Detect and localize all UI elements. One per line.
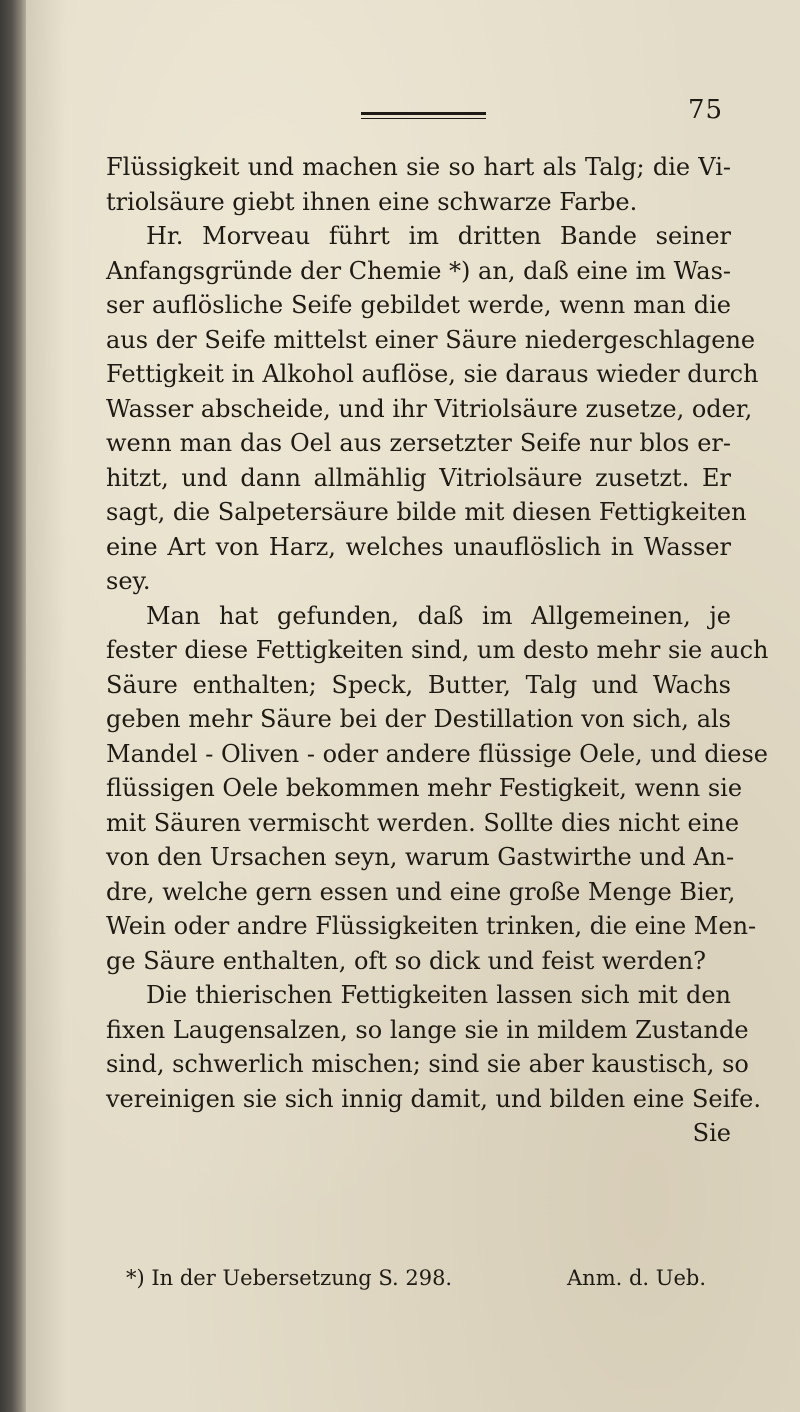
text-line: hitzt, und dann allmählig Vitriolsäure zusetzt. Er xyxy=(106,463,731,492)
text-line: Flüssigkeit und machen sie so hart als Talg; die Vi- xyxy=(106,153,731,181)
text-line: wenn man das Oel aus zersetzter Seife nur blos er- xyxy=(106,429,731,457)
header-rule xyxy=(361,112,486,115)
text-line: Hr. Morveau führt im dritten Bande seiner xyxy=(146,222,731,250)
text-line: Säure enthalten; Speck, Butter, Talg und Wachs xyxy=(106,670,731,699)
text-line: flüssigen Oele bekommen mehr Festigkeit, wenn sie xyxy=(106,774,743,802)
text-line: vereinigen sie sich innig damit, und bilden eine Seife. xyxy=(106,1084,761,1113)
text-line: sey. xyxy=(106,567,151,595)
body-text xyxy=(106,150,769,1151)
footnote-note: Anm. d. Ueb. xyxy=(567,1266,706,1290)
text-line: fixen Laugensalzen, so lange sie in mildem Zustande xyxy=(106,1015,749,1044)
text-line: triolsäure giebt ihnen eine schwarze Farbe. xyxy=(106,187,638,216)
text-line: Wasser abscheide, und ihr Vitriolsäure zusetze, oder, xyxy=(106,394,753,423)
text-line: aus der Seife mittelst einer Säure niedergeschlagene xyxy=(106,325,756,354)
footnote-text: *) In der Uebersetzung S. 298. xyxy=(126,1266,453,1290)
text-line: fester diese Fettigkeiten sind, um desto mehr sie auch xyxy=(106,636,769,664)
text-line: ser auflösliche Seife gebildet werde, wenn man die xyxy=(106,291,731,319)
text-line: Wein oder andre Flüssigkeiten trinken, die eine Men- xyxy=(106,912,757,940)
book-spine-shadow xyxy=(0,0,26,1412)
text-line: dre, welche gern essen und eine große Menge Bier, xyxy=(106,877,736,906)
text-line: eine Art von Harz, welches unauflöslich in Wasser xyxy=(106,532,731,561)
text-line: mit Säuren vermischt werden. Sollte dies nicht eine xyxy=(106,808,740,837)
text-line: geben mehr Säure bei der Destillation von sich, als xyxy=(106,705,731,733)
text-line: Mandel - Oliven - oder andere flüssige Oele, und diese xyxy=(106,739,768,768)
page-number: 75 xyxy=(688,95,724,125)
footnote xyxy=(126,1266,706,1296)
text-line: sagt, die Salpetersäure bilde mit diesen Fettigkeiten xyxy=(106,498,747,526)
text-line: von den Ursachen seyn, warum Gastwirthe und An- xyxy=(106,843,735,871)
text-line: Die thierischen Fettigkeiten lassen sich mit den xyxy=(146,981,731,1009)
book-page xyxy=(26,0,800,1412)
text-line: Anfangsgründe der Chemie *) an, daß eine im Was- xyxy=(106,256,731,285)
text-line: Fettigkeit in Alkohol auflöse, sie daraus wieder durch xyxy=(106,360,759,388)
catchword: Sie xyxy=(692,1119,731,1147)
text-line: Man hat gefunden, daß im Allgemeinen, je xyxy=(146,601,731,630)
text-line: sind, schwerlich mischen; sind sie aber kaustisch, so xyxy=(106,1050,749,1078)
text-line: ge Säure enthalten, oft so dick und feist werden? xyxy=(106,946,707,975)
